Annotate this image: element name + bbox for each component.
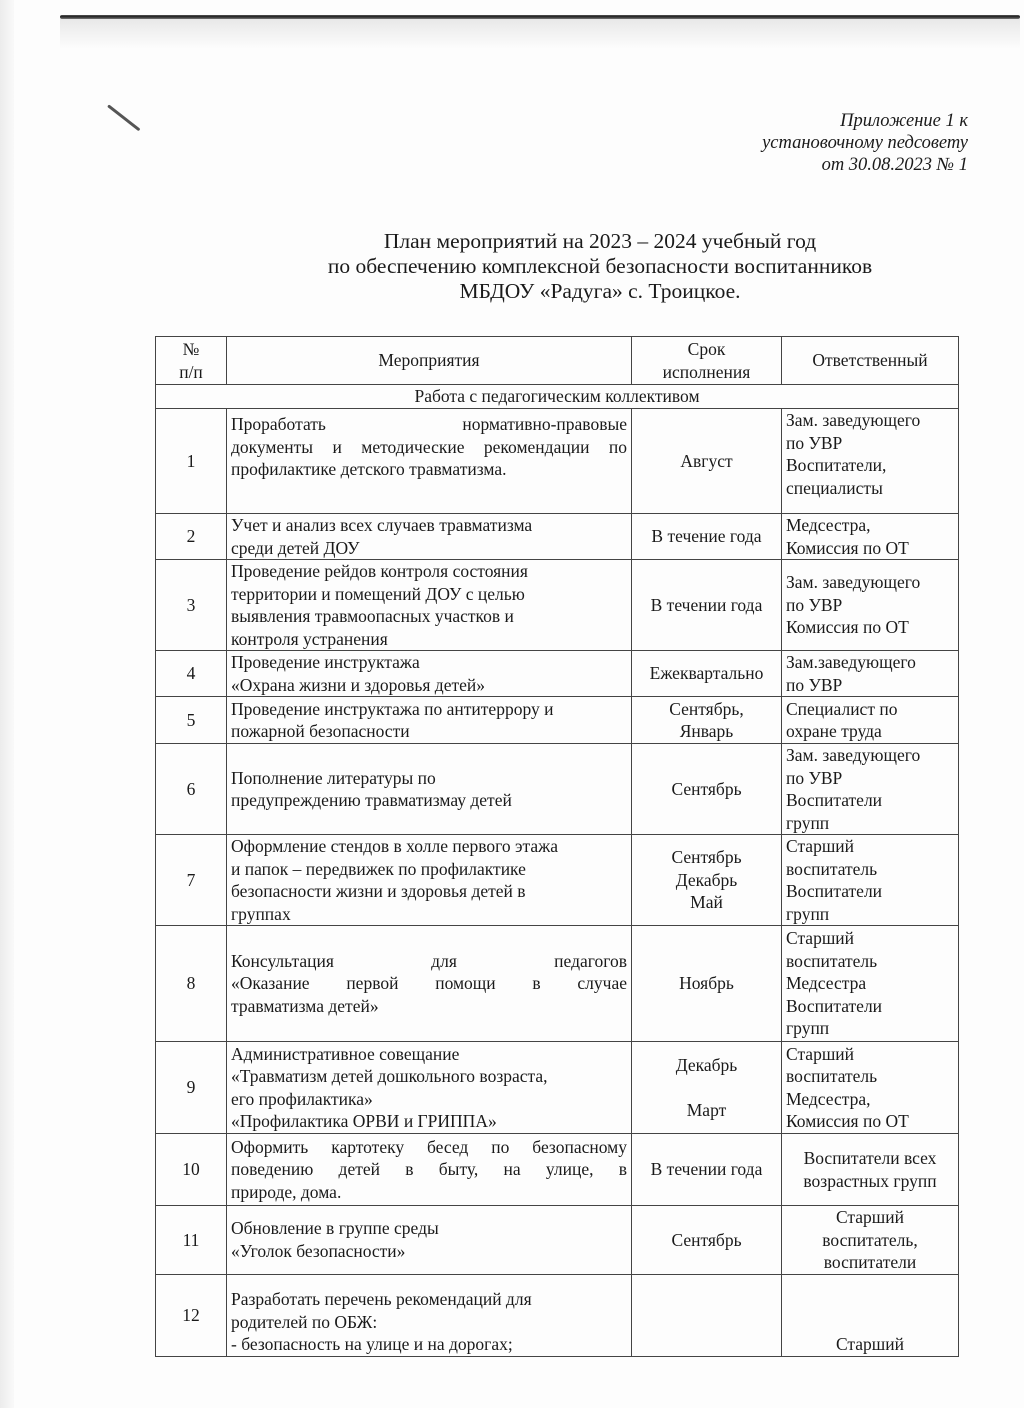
responsible-cell-line: воспитатель: [786, 1066, 878, 1086]
row-number: 9: [156, 1042, 227, 1134]
activity-cell-line: среди детей ДОУ: [231, 537, 360, 558]
term-cell: [632, 744, 782, 835]
pen-mark: [107, 104, 140, 131]
activity-cell-line: «Охрана жизни и здоровья детей»: [231, 674, 485, 695]
responsible-cell: [782, 926, 959, 1042]
appendix-note: [762, 110, 968, 176]
term-cell: [632, 560, 782, 651]
scan-top-shadow: [60, 19, 1020, 49]
activity-cell-line: документы и методические рекомендации по: [231, 436, 627, 457]
row-number: 6: [156, 744, 227, 835]
table-row: [156, 744, 959, 835]
table-header-row: [156, 337, 959, 385]
responsible-cell: [782, 1134, 959, 1206]
row-number: 7: [156, 835, 227, 926]
activity-cell: [227, 697, 632, 744]
table-row: [156, 926, 959, 1042]
activity-cell-line: Консультация для педагогов: [231, 950, 627, 971]
table-row: [156, 560, 959, 651]
activity-cell-line: территории и помещений ДОУ с целью: [231, 583, 525, 604]
activity-cell-line: Оформление стендов в холле первого этажа: [231, 836, 558, 856]
term-cell-line: Август: [680, 450, 733, 471]
responsible-cell-line: воспитатель: [786, 950, 878, 971]
responsible-cell-line: Комиссия по ОТ: [786, 1111, 909, 1131]
responsible-cell-line: Зам. заведующего: [786, 410, 921, 430]
responsible-cell-line: по УВР: [786, 594, 843, 615]
activity-cell-line: предупреждению травматизмау детей: [231, 790, 512, 810]
title-line: План мероприятий на 2023 – 2024 учебный год: [383, 229, 817, 253]
term-cell: [632, 1134, 782, 1206]
header-num: [156, 337, 227, 385]
responsible-cell: [782, 514, 959, 560]
term-cell-line: В течение года: [651, 526, 762, 547]
responsible-cell: [782, 651, 959, 697]
section-title: Работа с педагогическим коллективом: [156, 385, 959, 409]
scan-edge: [0, 0, 14, 1408]
activity-cell-line: - безопасность на улице и на дорогах;: [231, 1334, 513, 1354]
activity-cell-line: «Профилактика ОРВИ и ГРИППА»: [231, 1111, 497, 1131]
term-cell: [632, 1042, 782, 1134]
table-row: [156, 1206, 959, 1275]
activity-cell-line: контроля устранения: [231, 628, 388, 649]
table-row: [156, 651, 959, 697]
responsible-cell-line: Старший: [786, 928, 855, 949]
term-cell-line: Декабрь: [675, 1055, 738, 1075]
title-line: МБДОУ «Радуга» с. Троицкое.: [459, 279, 741, 303]
activity-cell-line: Проведение инструктажа: [231, 652, 420, 672]
table-row: [156, 514, 959, 560]
term-cell-line: Сентябрь,: [669, 698, 744, 719]
term-cell-line: Ноябрь: [679, 973, 734, 994]
activity-cell: [227, 744, 632, 835]
responsible-cell-line: воспитатель,: [822, 1229, 918, 1250]
activity-cell-line: безопасности жизни и здоровья детей в: [231, 881, 526, 901]
responsible-cell-line: Воспитатели всех: [803, 1148, 937, 1168]
activity-cell-line: Проведение инструктажа по антитеррору и: [231, 698, 554, 719]
header-responsible: Ответственный: [782, 337, 959, 385]
header-activity: Мероприятия: [227, 337, 632, 385]
responsible-cell: [782, 1042, 959, 1134]
responsible-cell-line: возрастных групп: [803, 1170, 937, 1191]
responsible-cell-line: Воспитатели: [786, 995, 883, 1016]
responsible-cell-line: охране труда: [786, 721, 882, 741]
responsible-cell-line: воспитатель: [786, 858, 878, 879]
row-number: 4: [156, 651, 227, 697]
activity-cell-line: родителей по ОБЖ:: [231, 1311, 378, 1332]
appendix-line: от 30.08.2023 № 1: [821, 155, 968, 175]
term-cell-line: Январь: [679, 721, 734, 741]
term-cell: [632, 697, 782, 744]
activity-cell-line: «Травматизм детей дошкольного возраста,: [231, 1066, 548, 1086]
term-cell-line: Декабрь: [675, 869, 738, 890]
activity-cell-line: Административное совещание: [231, 1043, 460, 1064]
appendix-line: Приложение 1 к: [840, 111, 968, 131]
row-number: 10: [156, 1134, 227, 1206]
document-title: [200, 229, 1000, 304]
activity-cell-line: профилактике детского травматизма.: [231, 459, 507, 479]
activity-cell: [227, 1206, 632, 1275]
activity-cell-line: выявления травмоопасных участков и: [231, 606, 514, 626]
responsible-cell-line: Медсестра,: [786, 1088, 871, 1109]
row-number: 8: [156, 926, 227, 1042]
activity-cell-line: группах: [231, 903, 291, 924]
row-number: 3: [156, 560, 227, 651]
term-cell-line: Сентябрь: [671, 847, 742, 868]
term-cell-line: В течении года: [650, 1159, 763, 1180]
row-number: 5: [156, 697, 227, 744]
responsible-cell: [782, 409, 959, 514]
row-number: 11: [156, 1206, 227, 1275]
header-num-line: п/п: [179, 361, 203, 382]
table-row: [156, 1042, 959, 1134]
term-cell-line: Ежеквартально: [649, 663, 764, 684]
table-row: [156, 835, 959, 926]
activity-cell: [227, 409, 632, 514]
activity-cell-line: пожарной безопасности: [231, 721, 410, 741]
activity-cell-line: и папок – передвижек по профилактике: [231, 858, 526, 879]
term-cell-line: Май: [690, 892, 723, 913]
responsible-cell-line: Медсестра: [786, 973, 867, 994]
activity-cell: [227, 560, 632, 651]
responsible-cell: [782, 1206, 959, 1275]
activity-cell-line: Учет и анализ всех случаев травматизма: [231, 515, 533, 535]
activity-cell-line: травматизма детей»: [231, 995, 379, 1016]
row-number: 2: [156, 514, 227, 560]
activity-cell: [227, 835, 632, 926]
responsible-cell-line: Комиссия по ОТ: [786, 537, 909, 558]
plan-table: [155, 336, 959, 1357]
responsible-cell-line: по УВР: [786, 432, 843, 453]
responsible-cell-line: Старший: [786, 836, 855, 856]
term-cell: [632, 926, 782, 1042]
section-row: [156, 385, 959, 409]
activity-cell-line: Проведение рейдов контроля состояния: [231, 561, 528, 581]
activity-cell: [227, 1274, 632, 1356]
responsible-cell-line: Старший: [786, 1043, 855, 1064]
term-cell: [632, 835, 782, 926]
activity-cell-line: Пополнение литературы по: [231, 767, 436, 788]
title-line: по обеспечению комплексной безопасности воспитанников: [327, 254, 873, 278]
term-cell-line: Сентябрь: [671, 1229, 742, 1250]
responsible-cell: [782, 1274, 959, 1356]
responsible-cell-line: Медсестра,: [786, 515, 871, 535]
table-row: [156, 697, 959, 744]
responsible-cell-line: Воспитатели,: [786, 455, 887, 475]
activity-cell-line: его профилактика»: [231, 1088, 373, 1109]
activity-cell-line: Проработать нормативно-правовые: [231, 414, 627, 434]
row-number: 12: [156, 1274, 227, 1356]
header-term-line: Срок: [687, 339, 726, 359]
table-row: [156, 1274, 959, 1356]
term-cell: [632, 651, 782, 697]
responsible-cell-line: специалисты: [786, 477, 883, 498]
activity-cell: [227, 1042, 632, 1134]
responsible-cell-line: Зам. заведующего: [786, 745, 921, 765]
responsible-cell: [782, 835, 959, 926]
term-cell: [632, 514, 782, 560]
table-row: [156, 409, 959, 514]
term-cell-line: Сентябрь: [671, 778, 742, 799]
responsible-cell-line: воспитатели: [823, 1252, 917, 1272]
term-cell: [632, 1206, 782, 1275]
responsible-cell-line: Воспитатели: [786, 790, 883, 810]
term-cell: [632, 1274, 782, 1356]
activity-cell-line: поведению детей в быту, на улице, в: [231, 1159, 627, 1180]
responsible-cell-line: Старший: [835, 1334, 905, 1354]
responsible-cell-line: групп: [786, 903, 830, 924]
responsible-cell-line: по УВР: [786, 767, 843, 788]
responsible-cell-line: Зам. заведующего: [786, 572, 921, 593]
responsible-cell-line: Комиссия по ОТ: [786, 617, 909, 638]
row-number: 1: [156, 409, 227, 514]
header-num-line: №: [182, 339, 200, 359]
term-cell: [632, 409, 782, 514]
responsible-cell-line: групп: [786, 1018, 830, 1039]
activity-cell-line: «Оказание первой помощи в случае: [231, 973, 627, 994]
activity-cell-line: «Уголок безопасности»: [231, 1240, 406, 1261]
activity-cell-line: природе, дома.: [231, 1181, 342, 1202]
responsible-cell-line: групп: [786, 812, 830, 833]
responsible-cell-line: Специалист по: [786, 698, 898, 719]
appendix-line: установочному педсовету: [762, 133, 968, 153]
activity-cell: [227, 514, 632, 560]
responsible-cell: [782, 560, 959, 651]
term-cell-line: В течении года: [650, 594, 763, 615]
responsible-cell-line: Старший: [835, 1207, 905, 1227]
activity-cell: [227, 1134, 632, 1206]
responsible-cell-line: Воспитатели: [786, 881, 883, 901]
activity-cell: [227, 651, 632, 697]
header-term: [632, 337, 782, 385]
activity-cell-line: Оформить картотеку бесед по безопасному: [231, 1136, 627, 1157]
responsible-cell: [782, 697, 959, 744]
table-row: [156, 1134, 959, 1206]
term-cell-line: Март: [686, 1099, 727, 1120]
activity-cell-line: Обновление в группе среды: [231, 1218, 439, 1239]
spacer: [636, 1077, 777, 1099]
activity-cell: [227, 926, 632, 1042]
responsible-cell: [782, 744, 959, 835]
activity-cell-line: Разработать перечень рекомендаций для: [231, 1289, 532, 1309]
responsible-cell-line: по УВР: [786, 674, 843, 695]
responsible-cell-line: Зам.заведующего: [786, 652, 916, 672]
header-term-line: исполнения: [662, 361, 751, 382]
